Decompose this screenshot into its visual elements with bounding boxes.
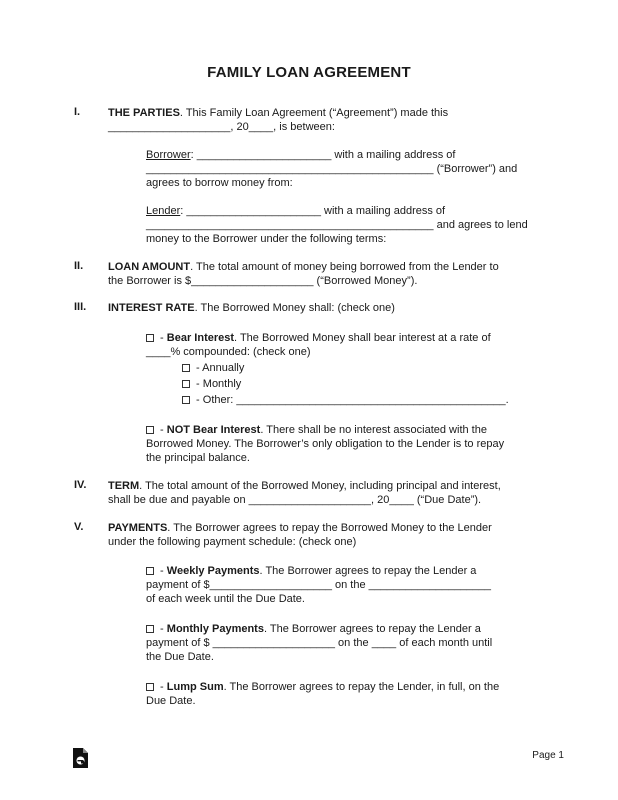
section-4-number: IV. <box>74 479 87 491</box>
section-5-heading: PAYMENTS <box>108 522 168 534</box>
lender-label: Lender <box>146 205 181 217</box>
borrower-label: Borrower <box>146 149 191 161</box>
bear-interest-line-1 <box>146 331 491 345</box>
lender-line-1 <box>146 204 445 218</box>
bear-interest-prefix: - <box>157 332 167 344</box>
not-bear-interest-line-3: the principal balance. <box>146 452 250 464</box>
section-2-line-1 <box>108 260 499 274</box>
not-bear-interest-checkbox[interactable] <box>146 426 154 434</box>
section-2-number: II. <box>74 260 84 272</box>
monthly-payments-line-3: the Due Date. <box>146 651 214 663</box>
bear-interest-line-2: ____% compounded: (check one) <box>146 346 311 358</box>
bear-interest-text: . The Borrowed Money shall bear interest at a rate of <box>234 332 491 344</box>
weekly-payments-prefix: - <box>157 565 167 577</box>
not-bear-interest-text: . There shall be no interest associated with the <box>260 424 487 436</box>
section-2-text: . The total amount of money being borrowed from the Lender to <box>190 261 499 273</box>
borrower-line-3: agrees to borrow money from: <box>146 177 293 189</box>
borrower-line-2: _______________________________________________ (“Borrower”) and <box>146 163 518 175</box>
option-other <box>182 393 509 407</box>
other-checkbox[interactable] <box>182 396 190 404</box>
monthly-checkbox[interactable] <box>182 380 190 388</box>
section-1-line-1 <box>108 106 448 120</box>
section-2-line-2: the Borrower is $____________________ (“Borrowed Money”). <box>108 275 418 287</box>
document-logo-icon <box>72 748 88 768</box>
weekly-payments-line-1 <box>146 564 476 578</box>
lump-sum-checkbox[interactable] <box>146 683 154 691</box>
not-bear-interest-line-2: Borrowed Money. The Borrower’s only obligation to the Lender is to repay <box>146 438 505 450</box>
section-4-heading: TERM <box>108 480 140 492</box>
bear-interest-label: Bear Interest <box>166 332 235 344</box>
section-5-text: . The Borrower agrees to repay the Borrowed Money to the Lender <box>167 522 492 534</box>
borrower-text: : ______________________ with a mailing address of <box>190 149 456 161</box>
section-3-heading: INTEREST RATE <box>108 302 195 314</box>
borrower-line-1 <box>146 148 455 162</box>
document-title: FAMILY LOAN AGREEMENT <box>207 64 411 81</box>
lender-line-2: _______________________________________________ and agrees to lend <box>146 219 528 231</box>
lump-sum-prefix: - <box>157 681 167 693</box>
weekly-payments-label: Weekly Payments <box>166 565 260 577</box>
monthly-payments-line-2: payment of $ ____________________ on the ____ of each month until <box>146 637 493 649</box>
section-5-line-1 <box>108 521 492 535</box>
lender-text: : ______________________ with a mailing address of <box>180 205 446 217</box>
section-4-line-1 <box>108 479 501 493</box>
section-1-number: I. <box>74 106 81 118</box>
section-4-text: . The total amount of the Borrowed Money, including principal and interest, <box>139 480 501 492</box>
other-label: - Other: ____________________________________________. <box>193 394 509 406</box>
option-monthly <box>182 377 241 391</box>
bear-interest-checkbox[interactable] <box>146 334 154 342</box>
lump-sum-label: Lump Sum <box>166 681 224 693</box>
section-1-heading: THE PARTIES <box>108 107 180 119</box>
option-annually <box>182 361 244 375</box>
section-5-line-2: under the following payment schedule: (check one) <box>108 536 357 548</box>
section-5-number: V. <box>74 521 84 533</box>
annually-checkbox[interactable] <box>182 364 190 372</box>
weekly-payments-line-3: of each week until the Due Date. <box>146 593 305 605</box>
annually-label: - Annually <box>193 362 245 374</box>
lump-sum-line-1 <box>146 680 499 694</box>
monthly-label: - Monthly <box>193 378 242 390</box>
weekly-payments-checkbox[interactable] <box>146 567 154 575</box>
not-bear-interest-label: NOT Bear Interest <box>166 424 261 436</box>
lender-line-3: money to the Borrower under the following terms: <box>146 233 387 245</box>
monthly-payments-prefix: - <box>157 623 167 635</box>
section-2-heading: LOAN AMOUNT <box>108 261 191 273</box>
monthly-payments-label: Monthly Payments <box>166 623 264 635</box>
not-bear-interest-line-1 <box>146 423 487 437</box>
section-3-number: III. <box>74 301 87 313</box>
lump-sum-text: . The Borrower agrees to repay the Lender, in full, on the <box>223 681 500 693</box>
weekly-payments-text: . The Borrower agrees to repay the Lender a <box>259 565 477 577</box>
section-3-line-1 <box>108 301 395 315</box>
monthly-payments-text: . The Borrower agrees to repay the Lender a <box>263 623 481 635</box>
section-3-text: . The Borrowed Money shall: (check one) <box>194 302 395 314</box>
monthly-payments-line-1 <box>146 622 481 636</box>
section-1-line-2: ____________________, 20____, is between: <box>108 121 335 133</box>
section-4-line-2: shall be due and payable on ____________________, 20____ (“Due Date”). <box>108 494 482 506</box>
weekly-payments-line-2: payment of $____________________ on the ____________________ <box>146 579 491 591</box>
section-1-text: . This Family Loan Agreement (“Agreement”) made this <box>179 107 449 119</box>
not-bear-interest-prefix: - <box>157 424 167 436</box>
lump-sum-line-2: Due Date. <box>146 695 196 707</box>
monthly-payments-checkbox[interactable] <box>146 625 154 633</box>
page-number: Page 1 <box>532 750 564 761</box>
